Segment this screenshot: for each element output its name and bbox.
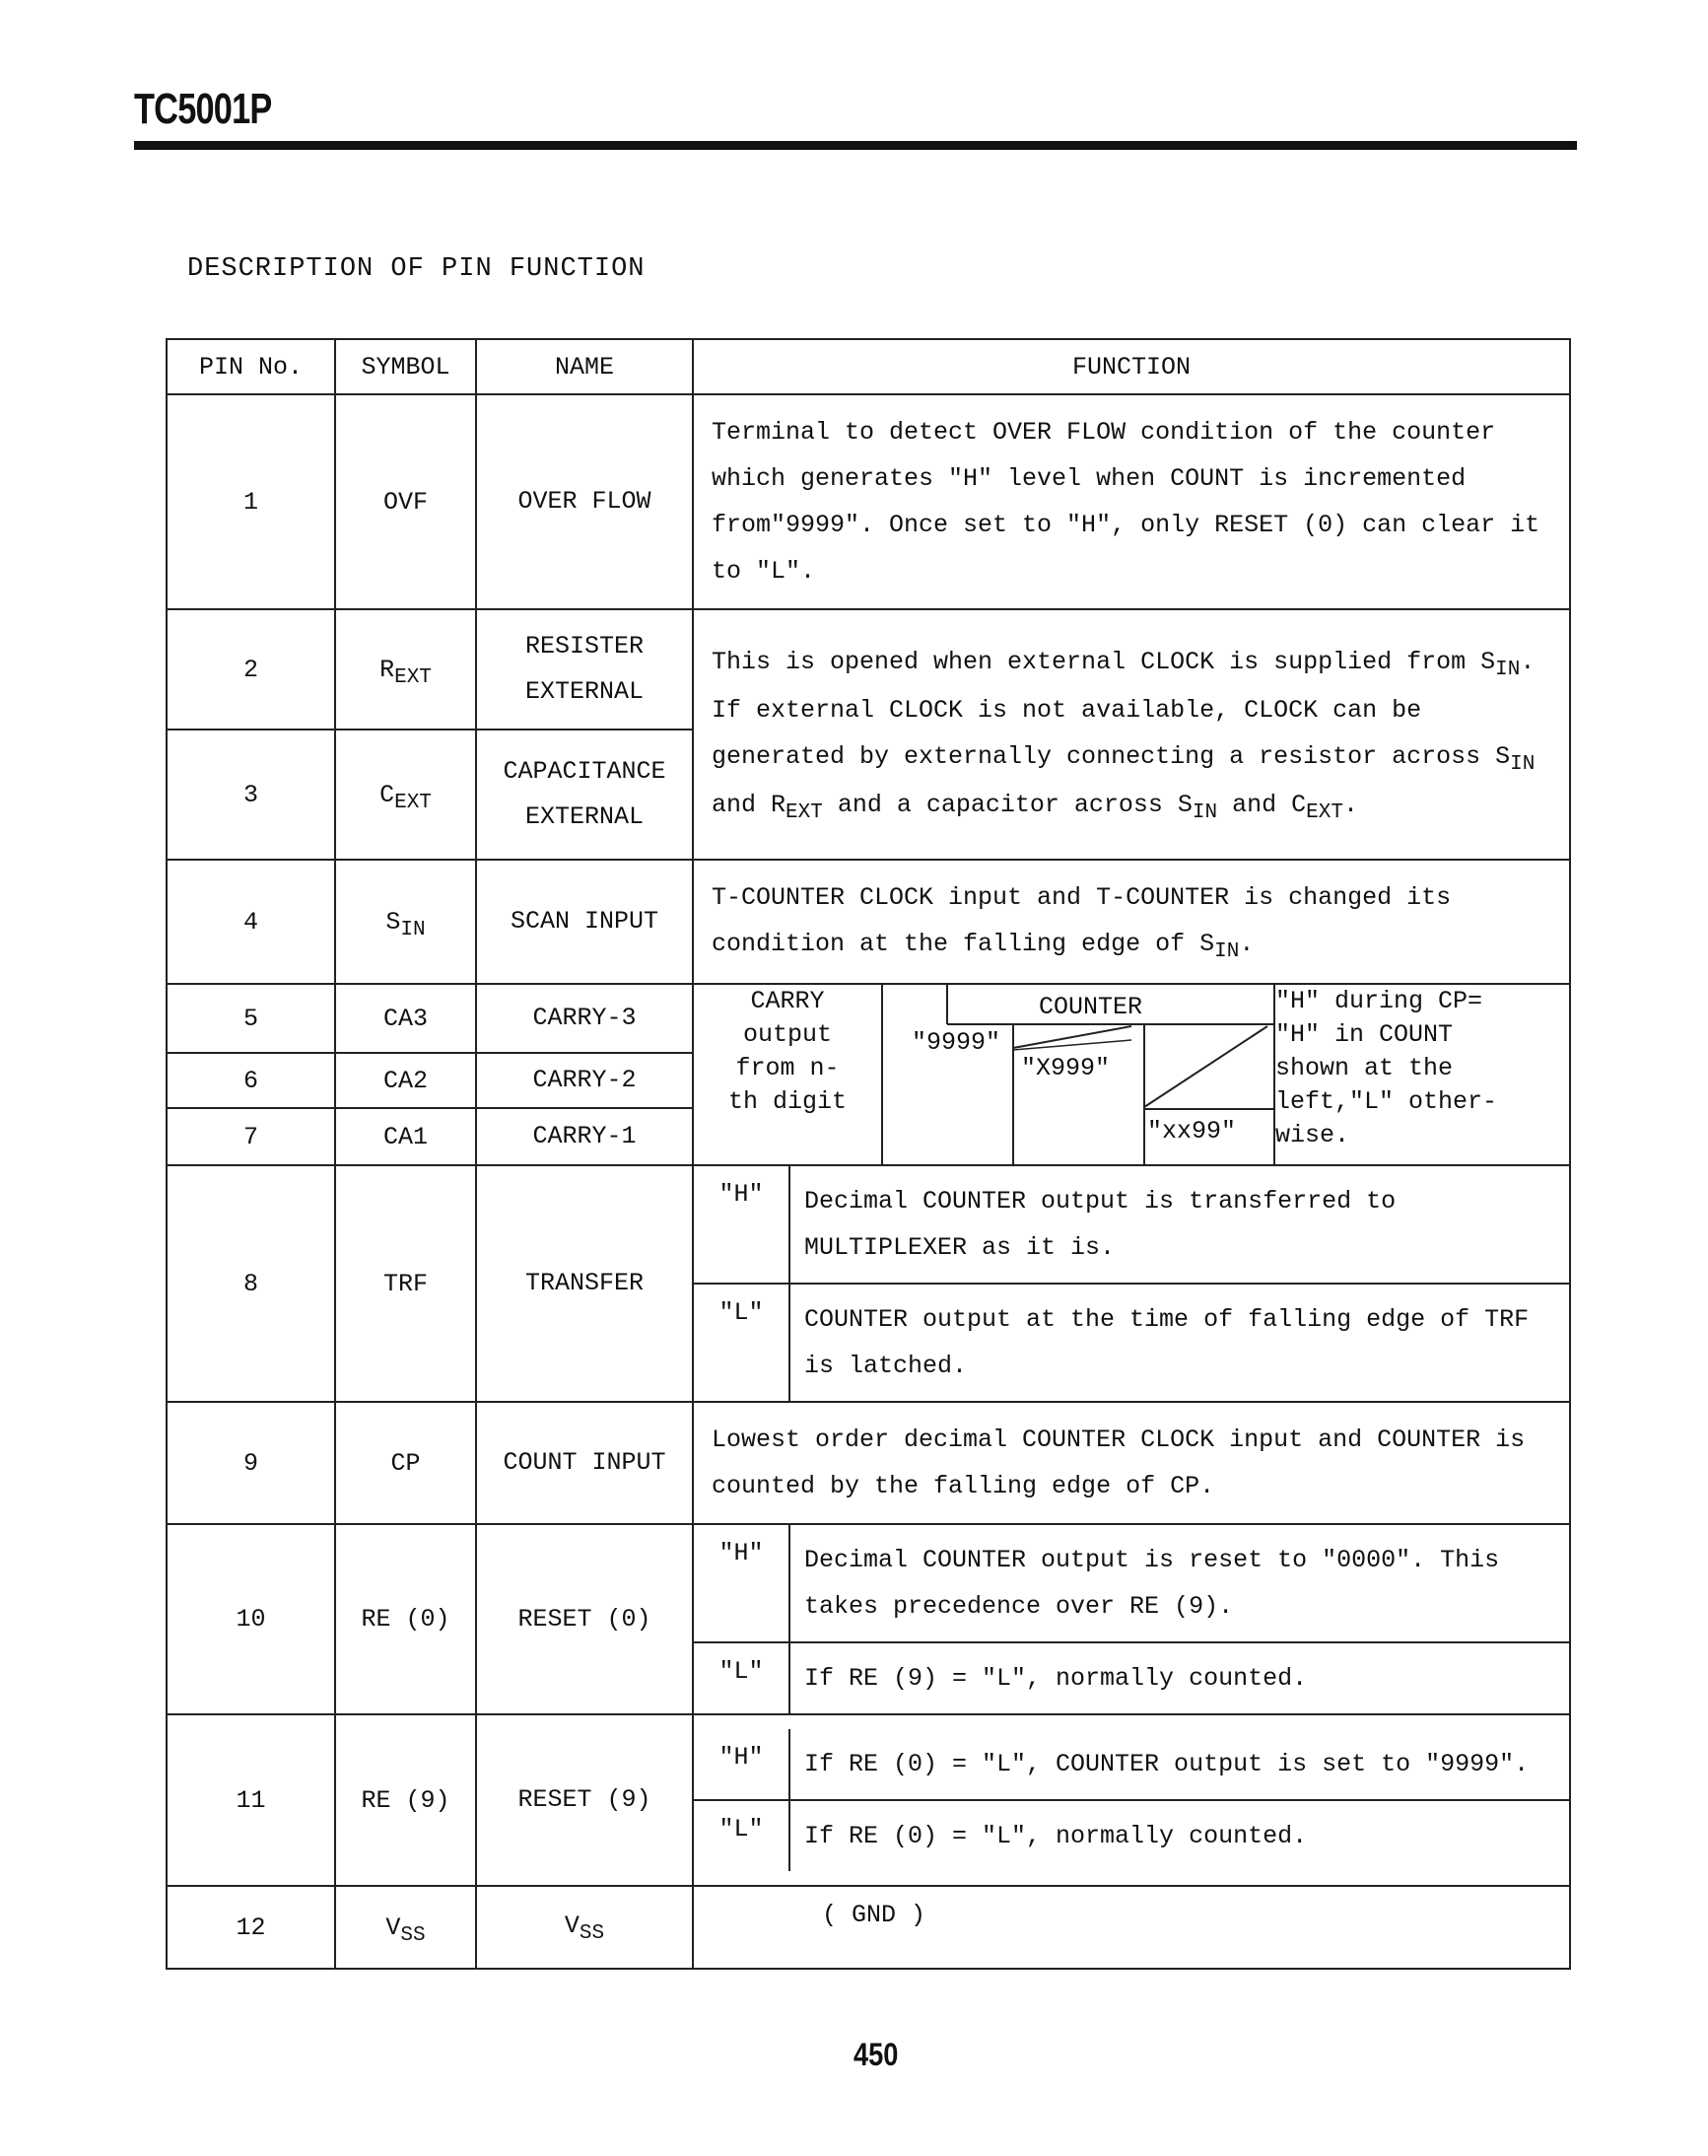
header-rule xyxy=(134,141,1577,150)
level-text: Decimal COUNTER output is reset to "0000". This takes precedence over RE (9). xyxy=(789,1525,1569,1642)
symbol-main: R xyxy=(379,655,395,684)
pin-number: 6 xyxy=(167,1053,335,1108)
pin-number: 4 xyxy=(167,860,335,984)
pin-function xyxy=(693,1402,1570,1524)
pin-name: COUNT INPUT xyxy=(476,1402,693,1524)
text-run: and xyxy=(1217,791,1292,819)
header-name: NAME xyxy=(476,339,693,394)
carry-diagram xyxy=(694,985,1569,1164)
pin-name: SCAN INPUT xyxy=(476,860,693,984)
level-text: If RE (9) = "L", normally counted. xyxy=(804,1664,1308,1693)
counter-value-x999: "X999" xyxy=(1021,1054,1111,1082)
name-main: V xyxy=(564,1912,580,1940)
text-run: This is opened when external CLOCK is supplied from xyxy=(712,648,1481,676)
pin-function-table xyxy=(166,338,1571,1970)
carry-note-line: wise. xyxy=(1275,1121,1350,1149)
carry-label-line: output xyxy=(742,1020,832,1049)
pin-number: 5 xyxy=(167,984,335,1053)
pin-number: 8 xyxy=(167,1165,335,1402)
carry-label-line: th digit xyxy=(727,1087,848,1116)
symbol-main: C xyxy=(379,780,395,809)
table-row xyxy=(167,609,1570,730)
table-row xyxy=(167,394,1570,609)
pin-function xyxy=(693,1714,1570,1886)
level-label: "L" xyxy=(694,1642,789,1713)
text-run: and xyxy=(712,791,772,819)
name-subscript: SS xyxy=(579,1922,605,1945)
table-row xyxy=(167,984,1570,1053)
pin-name: OVER FLOW xyxy=(476,394,693,609)
pin-number: 12 xyxy=(167,1886,335,1969)
symbol-subscript: EXT xyxy=(394,665,432,689)
header-symbol: SYMBOL xyxy=(335,339,476,394)
pin-number: 3 xyxy=(167,730,335,860)
level-text: COUNTER output at the time of falling edge of TRF is latched. xyxy=(804,1305,1530,1380)
text-run: R xyxy=(771,791,786,819)
pin-symbol: OVF xyxy=(335,394,476,609)
symbol-subscript: SS xyxy=(400,1923,426,1947)
pin-function xyxy=(693,984,1570,1165)
pin-symbol: CA1 xyxy=(335,1108,476,1165)
pin-function xyxy=(693,1524,1570,1714)
carry-label xyxy=(694,985,882,1164)
level-table xyxy=(694,1525,1569,1713)
pin-number: 7 xyxy=(167,1108,335,1165)
name-line: CAPACITANCE xyxy=(503,757,666,786)
table-row xyxy=(167,1524,1570,1714)
symbol-subscript: EXT xyxy=(394,791,432,814)
pin-name xyxy=(476,730,693,860)
pin-function xyxy=(693,394,1570,609)
text-run: C xyxy=(1291,791,1307,819)
level-label: "L" xyxy=(694,1284,789,1401)
table-row xyxy=(167,1714,1570,1886)
pin-name: CARRY-1 xyxy=(476,1108,693,1165)
function-text: ( GND ) xyxy=(822,1901,926,1929)
level-label: "H" xyxy=(694,1525,789,1642)
pin-name: CARRY-2 xyxy=(476,1053,693,1108)
pin-name xyxy=(476,609,693,730)
text-run: and a capacitor across xyxy=(822,791,1178,819)
text-subscript: EXT xyxy=(1306,801,1343,824)
level-table xyxy=(694,1729,1569,1871)
text-run: S xyxy=(1199,930,1215,958)
name-line: RESISTER xyxy=(524,632,645,661)
text-run: S xyxy=(1495,742,1511,771)
pin-function xyxy=(693,860,1570,984)
pin-symbol: CA3 xyxy=(335,984,476,1053)
table-header-row xyxy=(167,339,1570,394)
pin-symbol xyxy=(335,730,476,860)
counter-label: COUNTER xyxy=(1039,993,1143,1021)
table-row xyxy=(167,1402,1570,1524)
counter-diagram xyxy=(882,985,1274,1164)
pin-symbol: TRF xyxy=(335,1165,476,1402)
carry-note-line: "H" during CP= xyxy=(1275,987,1483,1015)
text-subscript: IN xyxy=(1214,940,1240,963)
text-run: . If external CLOCK is not available, CLOCK can be generated by externally connecting a resistor across xyxy=(712,648,1536,771)
pin-symbol xyxy=(335,1886,476,1969)
function-text xyxy=(694,861,1569,983)
text-subscript: IN xyxy=(1495,659,1521,681)
counter-value-xx99: "xx99" xyxy=(1147,1117,1237,1146)
carry-note-line: left,"L" other- xyxy=(1275,1087,1498,1116)
level-text: If RE (0) = "L", normally counted. xyxy=(804,1822,1308,1850)
carry-note-line: "H" in COUNT xyxy=(1275,1020,1454,1049)
pin-function xyxy=(693,609,1570,860)
function-text xyxy=(694,625,1569,844)
function-text: Lowest order decimal COUNTER CLOCK input and COUNTER is counted by the falling edge of CP. xyxy=(712,1426,1526,1500)
pin-name: RESET (9) xyxy=(476,1714,693,1886)
level-text: If RE (0) = "L", COUNTER output is set to "9999". xyxy=(789,1729,1569,1800)
pin-number: 11 xyxy=(167,1714,335,1886)
function-text: Terminal to detect OVER FLOW condition of the counter which generates "H" level when COUNT is incremented from"9999". Once set to "H", only RESET (0) can clear it to "L". xyxy=(712,418,1540,586)
table-row xyxy=(167,1886,1570,1969)
pin-name xyxy=(476,1886,693,1969)
symbol-main: V xyxy=(385,1913,401,1942)
symbol-main: S xyxy=(385,907,401,937)
section-title: DESCRIPTION OF PIN FUNCTION xyxy=(187,254,646,284)
carry-note-line: shown at the xyxy=(1275,1054,1454,1082)
text-run: T-COUNTER CLOCK input and T-COUNTER is changed its condition at the falling edge of xyxy=(712,883,1452,958)
symbol-subscript: IN xyxy=(400,918,426,941)
text-run: . xyxy=(1239,930,1255,958)
carry-label-line: from n- xyxy=(735,1054,840,1082)
text-subscript: IN xyxy=(1510,753,1536,776)
pin-symbol: CA2 xyxy=(335,1053,476,1108)
pin-name: RESET (0) xyxy=(476,1524,693,1714)
pin-name: CARRY-3 xyxy=(476,984,693,1053)
table-row xyxy=(167,1165,1570,1402)
pin-function xyxy=(693,1886,1570,1969)
page-number: 450 xyxy=(854,2037,899,2072)
counter-value-9999: "9999" xyxy=(912,1028,1001,1057)
text-run: . xyxy=(1342,791,1358,819)
header-pin: PIN No. xyxy=(167,339,335,394)
name-line: EXTERNAL xyxy=(524,802,645,831)
name-line: EXTERNAL xyxy=(524,677,645,706)
level-text: Decimal COUNTER output is transferred to MULTIPLEXER as it is. xyxy=(789,1166,1569,1284)
carry-label-line: CARRY xyxy=(750,987,825,1015)
pin-symbol: RE (9) xyxy=(335,1714,476,1886)
table-row xyxy=(167,860,1570,984)
pin-number: 9 xyxy=(167,1402,335,1524)
level-label: "L" xyxy=(694,1800,789,1871)
text-subscript: IN xyxy=(1192,801,1218,824)
carry-note xyxy=(1274,985,1569,1164)
pin-function xyxy=(693,1165,1570,1402)
pin-number: 1 xyxy=(167,394,335,609)
document-title: TC5001P xyxy=(134,85,272,133)
pin-number: 10 xyxy=(167,1524,335,1714)
text-run: S xyxy=(1177,791,1193,819)
pin-name: TRANSFER xyxy=(476,1165,693,1402)
pin-number: 2 xyxy=(167,609,335,730)
pin-symbol xyxy=(335,860,476,984)
level-label: "H" xyxy=(694,1729,789,1800)
text-run: S xyxy=(1480,648,1496,676)
pin-symbol: CP xyxy=(335,1402,476,1524)
header-function: FUNCTION xyxy=(693,339,1570,394)
text-subscript: EXT xyxy=(786,801,823,824)
level-label: "H" xyxy=(694,1166,789,1284)
pin-symbol: RE (0) xyxy=(335,1524,476,1714)
pin-symbol xyxy=(335,609,476,730)
level-table xyxy=(694,1166,1569,1401)
